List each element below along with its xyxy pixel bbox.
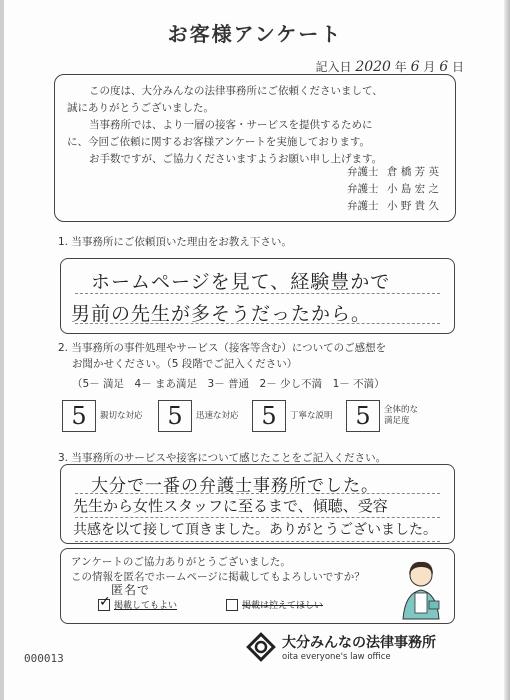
rating-value[interactable]: 5 [62,400,96,432]
rating-speed[interactable] [158,400,239,432]
date-day-unit: 日 [451,60,464,74]
rating-explanation[interactable] [252,400,333,432]
rating-label-line: 満足度 [384,416,410,426]
date-month: 6 [410,59,420,75]
question-1: 1. 当事務所にご依頼頂いた理由をお教え下さい。 [58,236,292,248]
intro-line: お手数ですが、ご協力くださいますようお願い申し上げます。 [89,153,383,165]
signer-role: 弁護士 [346,183,379,195]
signer-role: 弁護士 [346,166,379,178]
signer-name: 小 野 貴 久 [386,200,439,212]
rating-label: 丁寧な説明 [290,410,333,421]
consent-no[interactable] [226,598,323,611]
office-name: 大分みんなの法律事務所 [282,635,436,651]
date-day: 6 [439,59,449,75]
signer-role: 弁護士 [346,200,379,212]
handwritten-note: 匿名で [111,583,151,597]
rating-kindness[interactable] [62,400,143,432]
thanks-text: アンケートのご協力ありがとうございました。 [71,556,291,568]
signer-name: 小 島 宏 之 [386,183,439,195]
rating-label-line: 全体的な [384,405,419,415]
consent-question: この情報を匿名でホームページに掲載してもよろしいですか？ [71,571,365,583]
answer-1-line: ホームページを見て、経験豊かで [91,271,391,293]
answer-1-line: 男前の先生が多そうだったから。 [71,303,372,325]
ruled-line [75,517,440,518]
signer-name: 倉 橋 芳 英 [386,166,439,178]
signer-row [347,198,439,215]
rating-value[interactable]: 5 [158,400,192,432]
consent-yes[interactable] [98,598,177,611]
rating-label [384,405,418,427]
checkbox-no[interactable] [226,599,238,611]
intro-line: に、今回ご依頼に関するお客様アンケートを実施しております。 [67,136,371,148]
staff-illustration-icon [391,557,449,621]
rating-label: 親切な対応 [100,410,143,421]
intro-box [54,74,456,222]
scan-edge-left [0,0,4,700]
answer-3-line: 共感を以て接して頂きました。ありがとうございました。 [73,522,437,538]
question-2: 2. 当事務所の事件処理やサービス（接客等含む）についてのご感想を [58,342,387,354]
office-logo-icon [246,632,276,662]
consent-box [60,548,455,624]
rating-value[interactable]: 5 [346,400,380,432]
answer-box-1[interactable] [60,258,455,334]
answer-box-3[interactable] [60,464,455,544]
consent-yes-label: 掲載してもよい [114,601,178,611]
office-subtitle: oita everyone's law office [282,652,391,662]
question-3: 3. 当事務所のサービスや接客について感じたことをご記入ください。 [58,452,387,464]
date-label: 記入日 [315,60,352,74]
checkbox-yes[interactable] [98,599,110,611]
question-2-line2: お聞かせください。（5 段階でご記入ください） [72,358,298,370]
consent-no-label: 掲載は控えてほしい [242,601,324,611]
date-year: 2020 [355,59,391,75]
signer-row [347,164,439,181]
document-number: 000013 [24,652,64,665]
rating-value[interactable]: 5 [252,400,286,432]
office-logo [246,632,436,662]
signer-row [347,181,439,198]
signers [347,164,439,215]
intro-line: 当事務所では、より一層の接客・サービスを提供するために [89,119,373,131]
page-title: お客様アンケート [167,22,343,46]
ruled-line [75,541,440,542]
scan-edge-right [504,0,510,700]
date-year-unit: 年 [394,60,407,74]
answer-3-line: 先生から女性スタッフに至るまで、傾聴、受容 [73,497,388,515]
answer-3-line: 大分で一番の弁護士事務所でした。 [91,476,379,496]
intro-line: この度は、大分みんなの法律事務所にご依頼くださいまして、 [89,85,383,97]
intro-line: 誠にありがとうございました。 [67,102,214,114]
rating-scale: （5－ 満足 4－ まあ満足 3－ 普通 2－ 少し不満 1－ 不満） [72,378,385,390]
entry-date [315,58,464,75]
rating-label: 迅速な対応 [196,410,239,421]
rating-overall[interactable] [346,400,418,432]
date-month-unit: 月 [423,60,436,74]
